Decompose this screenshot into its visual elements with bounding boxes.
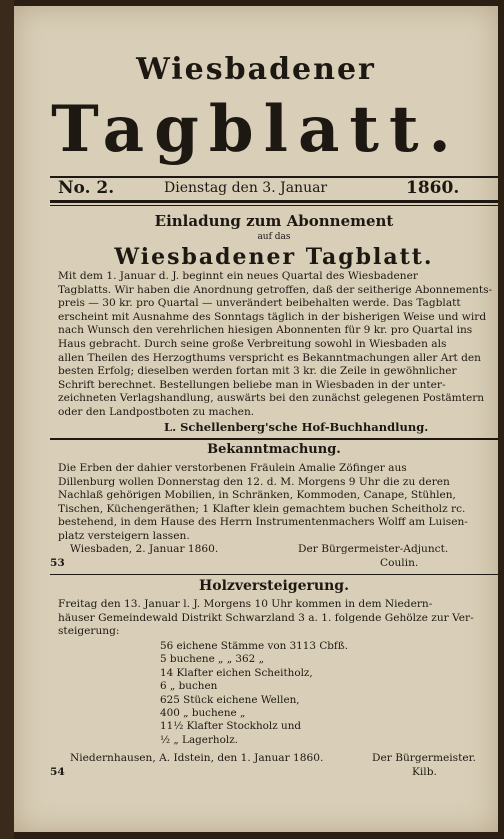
text-line: steigerung: xyxy=(58,625,120,638)
list-item: 56 eichene Stämme von 3113 Cbfß. xyxy=(160,640,349,652)
text-line: platz versteigern lassen. xyxy=(58,529,190,542)
invitation-body xyxy=(58,270,493,420)
notice-signer: Coulin. xyxy=(380,557,419,569)
list-item: 400 „ buchene „ xyxy=(160,707,246,720)
notice-number: 53 xyxy=(50,557,65,569)
invitation-paper-name: Wiesbadener Tagblatt. xyxy=(114,244,434,270)
text-line: bestehend, in dem Hause des Herrn Instrumentenmachers Wolff am Luisen- xyxy=(58,516,468,529)
text-line: Tischen, Küchengeräthen; 1 Klafter klein gemachtem buchen Scheitholz rc. xyxy=(58,502,466,515)
text-line: Schrift berechnet. Bestellungen beliebe man in Wiesbaden in der unter- xyxy=(58,378,446,391)
newspaper-page xyxy=(14,6,498,832)
text-line: zeichneten Verlagshandlung, auswärts bei den zunächst gelegenen Postämtern xyxy=(58,392,485,405)
text-line: nach Wunsch den verehrlichen hiesigen Abonnenten für 9 kr. pro Quartal ins xyxy=(58,324,473,337)
binding-edge xyxy=(0,0,14,839)
masthead-city: Wiesbadener xyxy=(136,52,376,87)
auction-number: 54 xyxy=(50,766,65,778)
auction-body xyxy=(58,598,490,639)
text-line: oder den Landpostboten zu machen. xyxy=(58,405,255,418)
text-line: Mit dem 1. Januar d. J. beginnt ein neues Quartal des Wiesbadener xyxy=(58,270,418,282)
list-item: 5 buchene „ „ 362 „ xyxy=(160,653,264,666)
notice-place-date: Wiesbaden, 2. Januar 1860. xyxy=(70,543,219,555)
masthead-rule-thin xyxy=(50,205,498,206)
list-item: ½ „ Lagerholz. xyxy=(160,733,238,746)
invitation-signature: L. Schellenberg'sche Hof-Buchhandlung. xyxy=(164,420,429,434)
invitation-auf: auf das xyxy=(257,232,291,242)
text-line: erscheint mit Ausnahme des Sonntags täglich in der bisherigen Weise und wird xyxy=(58,310,487,323)
auction-heading: Holzversteigerung. xyxy=(199,578,349,594)
text-line: Tagblatts. Wir haben die Anordnung getroffen, daß der seitherige Abonnements- xyxy=(58,283,493,296)
auction-signer-title: Der Bürgermeister. xyxy=(372,752,476,764)
masthead-title: Tagblatt. xyxy=(51,92,461,167)
notice-body xyxy=(58,462,490,544)
text-line: Nachlaß gehörigen Mobilien, in Schränken, Kommoden, Canape, Stühlen, xyxy=(58,489,456,502)
masthead-rule-bottom xyxy=(50,200,498,203)
text-line: preis — 30 kr. pro Quartal — unverändert beibehalten werde. Das Tagblatt xyxy=(58,297,461,310)
text-line: häuser Gemeindewald Distrikt Schwarzland 3 a. 1. folgende Gehölze zur Ver- xyxy=(58,611,474,624)
invitation-heading: Einladung zum Abonnement xyxy=(154,212,394,230)
text-line: Freitag den 13. Januar l. J. Morgens 10 Uhr kommen in dem Niedern- xyxy=(58,598,433,610)
list-item: 6 „ buchen xyxy=(160,680,218,693)
text-line: Die Erben der dahier verstorbenen Fräulein Amalie Zöfinger aus xyxy=(58,462,407,474)
list-item: 11½ Klafter Stockholz und xyxy=(160,720,302,733)
text-line: Haus gebracht. Durch seine große Verbreitung sowohl in Wiesbaden als xyxy=(58,337,447,350)
section-rule xyxy=(50,438,498,440)
section-rule xyxy=(50,574,498,575)
text-line: besten Erfolg; dieselben werden fortan mit 3 kr. die Zeile in gewöhnlicher xyxy=(58,365,457,378)
text-line: Dillenburg wollen Donnerstag den 12. d. M. Morgens 9 Uhr die zu deren xyxy=(58,475,450,488)
year: 1860. xyxy=(406,178,460,198)
notice-signer-title: Der Bürgermeister-Adjunct. xyxy=(298,543,449,555)
text-line: allen Theilen des Herzogthums verspricht es Bekanntmachungen aller Art den xyxy=(58,351,482,364)
auction-items xyxy=(160,640,460,747)
auction-place-date: Niedernhausen, A. Idstein, den 1. Januar 1860. xyxy=(70,752,324,764)
list-item: 625 Stück eichene Wellen, xyxy=(160,693,300,706)
dateline: Dienstag den 3. Januar xyxy=(164,180,328,196)
issue-number: No. 2. xyxy=(58,178,115,198)
notice-heading: Bekanntmachung. xyxy=(207,442,341,457)
list-item: 14 Klafter eichen Scheitholz, xyxy=(160,666,313,679)
auction-signer: Kilb. xyxy=(412,766,437,778)
